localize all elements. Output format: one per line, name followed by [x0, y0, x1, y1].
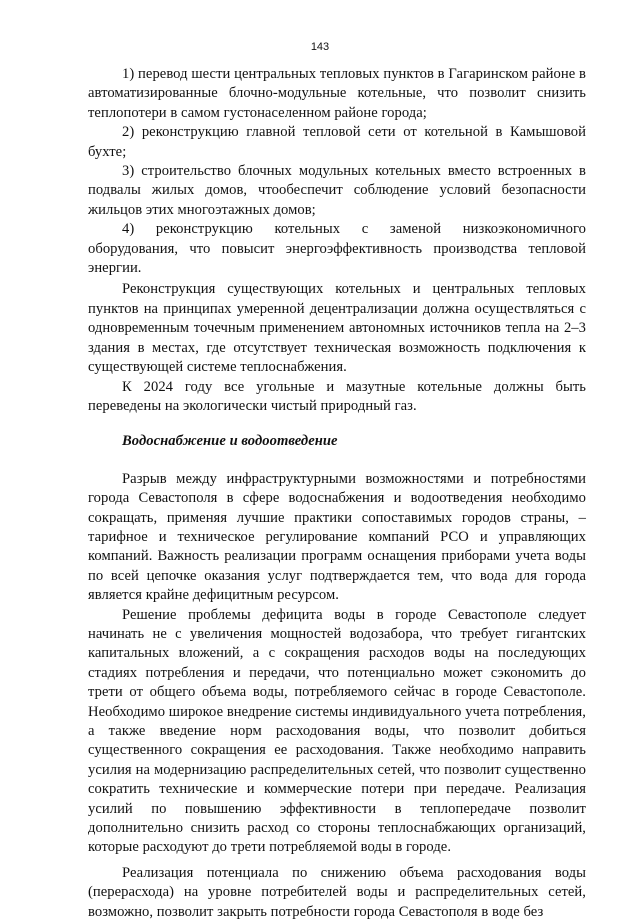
page-body: [88, 65, 586, 922]
list-item: 1) перевод шести центральных тепловых пунктов в Гагаринском районе в автоматизированные блочно-модульные котельные, что позволит снизить теплопотери в самом густонаселенном районе города;: [88, 66, 586, 121]
list-item: 3) строительство блочных модульных котельных вместо встроенных в подвалы жилых домов, чтообеспечит соблюдение условий безопасности жильцов этих многоэтажных домов;: [88, 163, 586, 218]
page-number: 143: [310, 41, 330, 53]
body-paragraph: К 2024 году все угольные и мазутные котельные должны быть переведены на экологически чистый природный газ.: [88, 378, 586, 414]
body-paragraph: Разрыв между инфраструктурными возможностями и потребностями города Севастополя в сфере водоснабжения и водоотведения необходимо сокращать, применяя лучшие практики сопоставимых городов страны, – тарифное и техническое регулирование компаний РСО и управляющих компаний. Важность реализации программ оснащения приборами учета воды по всей цепочке оказания услуг подтверждается тем, что вода для города является крайне дефицитным ресурсом.: [88, 470, 586, 604]
body-paragraph: Реконструкция существующих котельных и центральных тепловых пунктов на принципах умеренной децентрализации должна осуществляться с одновременным точечным применением автономных источников тепла на 2–3 здания в местах, где отсутствует техническая возможность подключения к существующей системе теплоснабжения.: [88, 281, 586, 376]
list-item: 4) реконструкцию котельных с заменой низкоэкономичного оборудования, что повысит энергоэффективность производства тепловой энергии.: [88, 221, 586, 277]
body-paragraph: Реализация потенциала по снижению объема расходования воды (перерасхода) на уровне потребителей воды и распределительных сетей, возможно, позволит закрыть потребности города Севастополя в воде без: [88, 864, 586, 920]
list-item: 2) реконструкцию главной тепловой сети от котельной в Камышовой бухте;: [88, 124, 586, 160]
section-heading: Водоснабжение и водоотведение: [122, 433, 338, 450]
body-paragraph: Решение проблемы дефицита воды в городе Севастополе следует начинать не с увеличения мощностей водозабора, что требует гигантских капитальных вложений, а с сокращения расходов воды на последующих стадиях потребления и передачи, что потенциально может сэкономить до трети от общего объема воды, потребляемого сейчас в городе Севастополе. Необходимо широкое внедрение системы индивидуального учета потребления, а также введение норм расходования воды, что позволит добиться существенного сокращения ее расходования. Также необходимо направить усилия на модернизацию распределительных сетей, что позволит существенно сократить технические и коммерческие потери при передаче. Реализация усилий по повышению эффективности в теплопередаче позволит дополнительно снизить расход со стороны теплоснабжающих организаций, которые расходуют до трети потребляемой воды в городе.: [88, 606, 586, 856]
